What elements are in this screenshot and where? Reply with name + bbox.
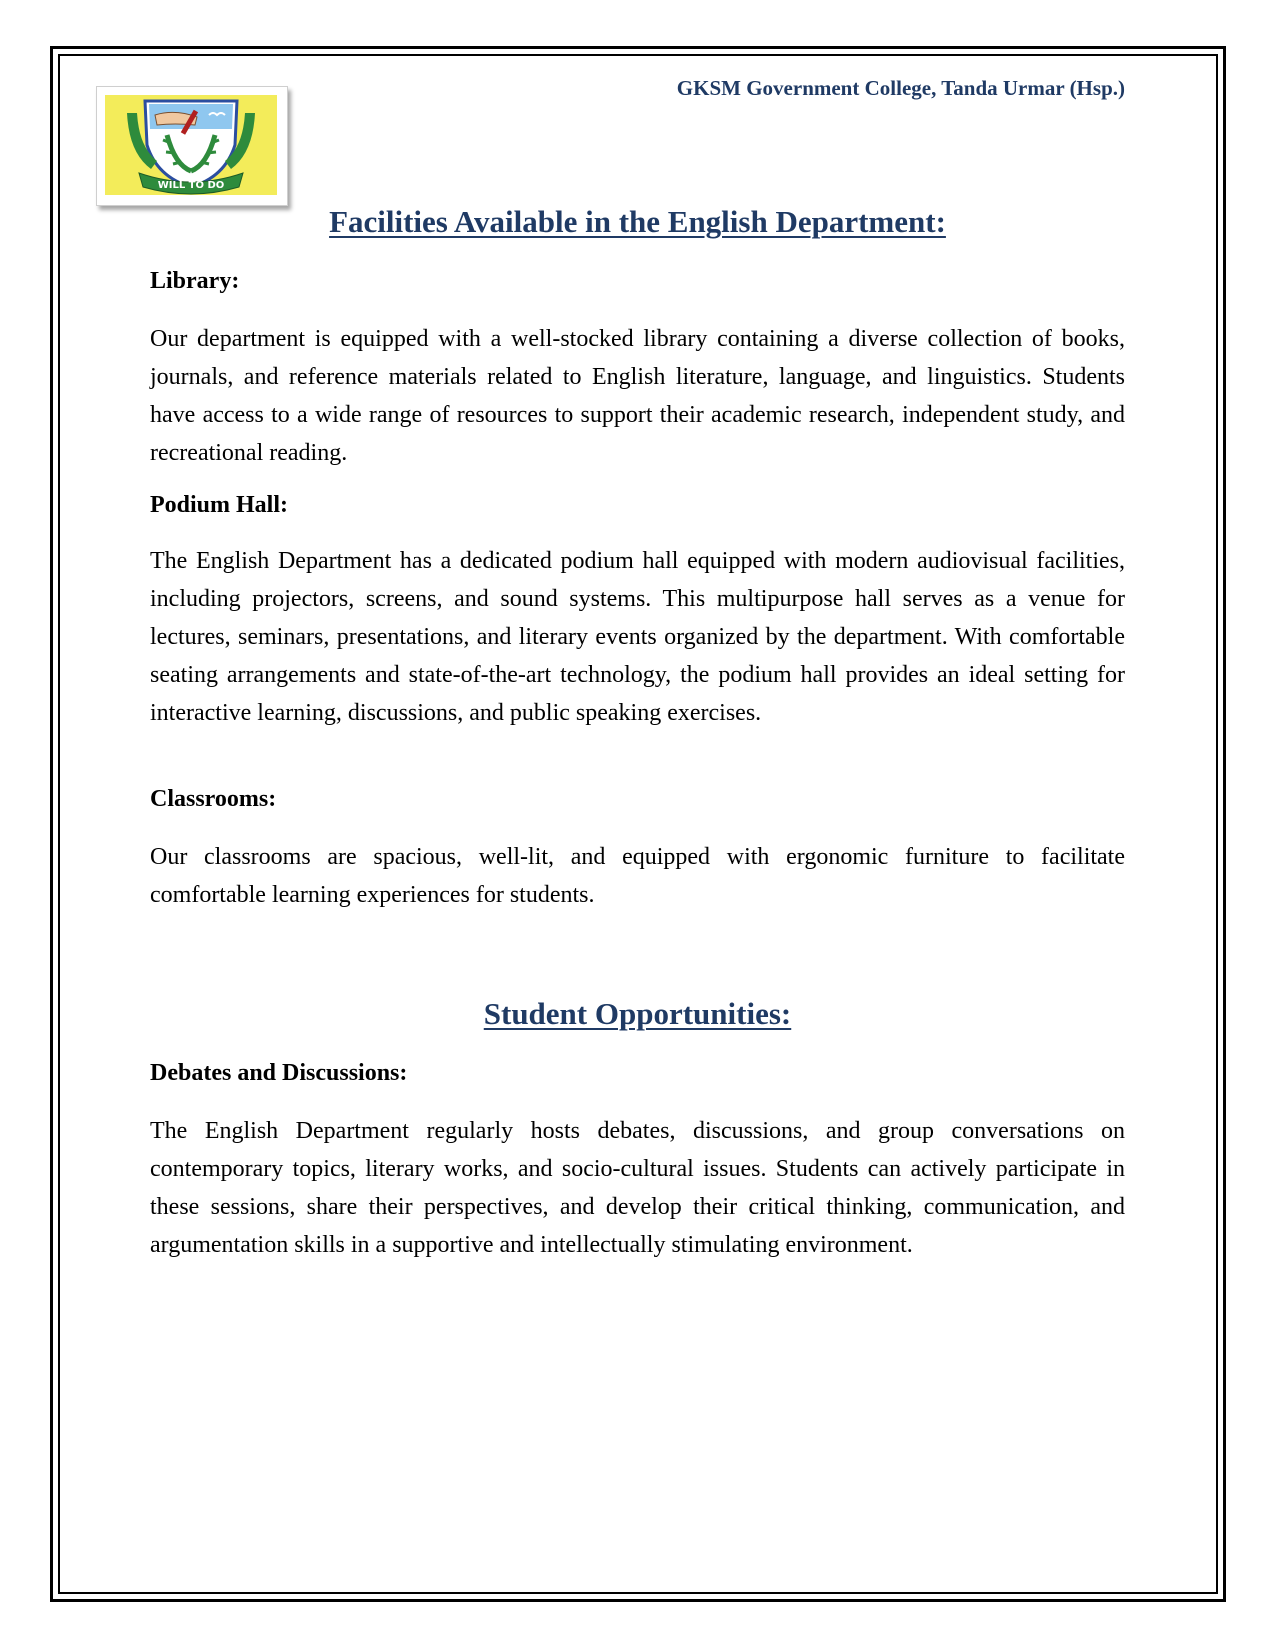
podium-heading: Podium Hall: [150, 492, 289, 518]
opportunities-title: Student Opportunities: [483, 996, 792, 1031]
logo-motto: WILL TO DO [157, 180, 225, 191]
debates-heading: Debates and Discussions: [150, 1060, 408, 1086]
debates-text-block [150, 1112, 1125, 1264]
library-heading: Library: [150, 268, 240, 294]
library-text-block [150, 320, 1125, 472]
podium-text: The English Department has a dedicated podium hall equipped with modern audiovisual facilities, including projectors, screens, and sound systems. This multipurpose hall serves as a venue for lectures, seminars, presentations, and literary events organized by the department. With comfortable seating arrangements and state-of-the-art technology, the podium hall provides an ideal setting for interactive learning, discussions, and public speaking exercises. [150, 548, 1125, 726]
library-block [150, 268, 1125, 295]
opportunities-section [150, 996, 1125, 1032]
facilities-section [150, 204, 1125, 240]
classrooms-text-block [150, 838, 1125, 914]
podium-block [150, 492, 1125, 519]
debates-block [150, 1060, 1125, 1087]
classrooms-heading: Classrooms: [150, 786, 277, 812]
classrooms-text: Our classrooms are spacious, well-lit, and equipped with ergonomic furniture to facilitate comfortable learning experiences for students. [150, 844, 1125, 908]
library-text: Our department is equipped with a well-stocked library containing a diverse collection of books, journals, and reference materials related to English literature, language, and linguistics. Students have access to a wide range of resources to support their academic research, independent study, and recreational reading. [150, 326, 1125, 466]
college-logo [96, 86, 288, 206]
classrooms-block [150, 786, 1125, 813]
facilities-title: Facilities Available in the English Department: [329, 204, 946, 239]
debates-text: The English Department regularly hosts debates, discussions, and group conversations on contemporary topics, literary works, and socio-cultural issues. Students can actively participate in these sessions, share their perspectives, and develop their critical thinking, communication, and argumentation skills in a supportive and intellectually stimulating environment. [150, 1118, 1125, 1258]
college-crest-icon [105, 95, 277, 195]
header-college-name: GKSM Government College, Tanda Urmar (Hsp.) [676, 76, 1125, 100]
podium-text-block [150, 542, 1125, 732]
